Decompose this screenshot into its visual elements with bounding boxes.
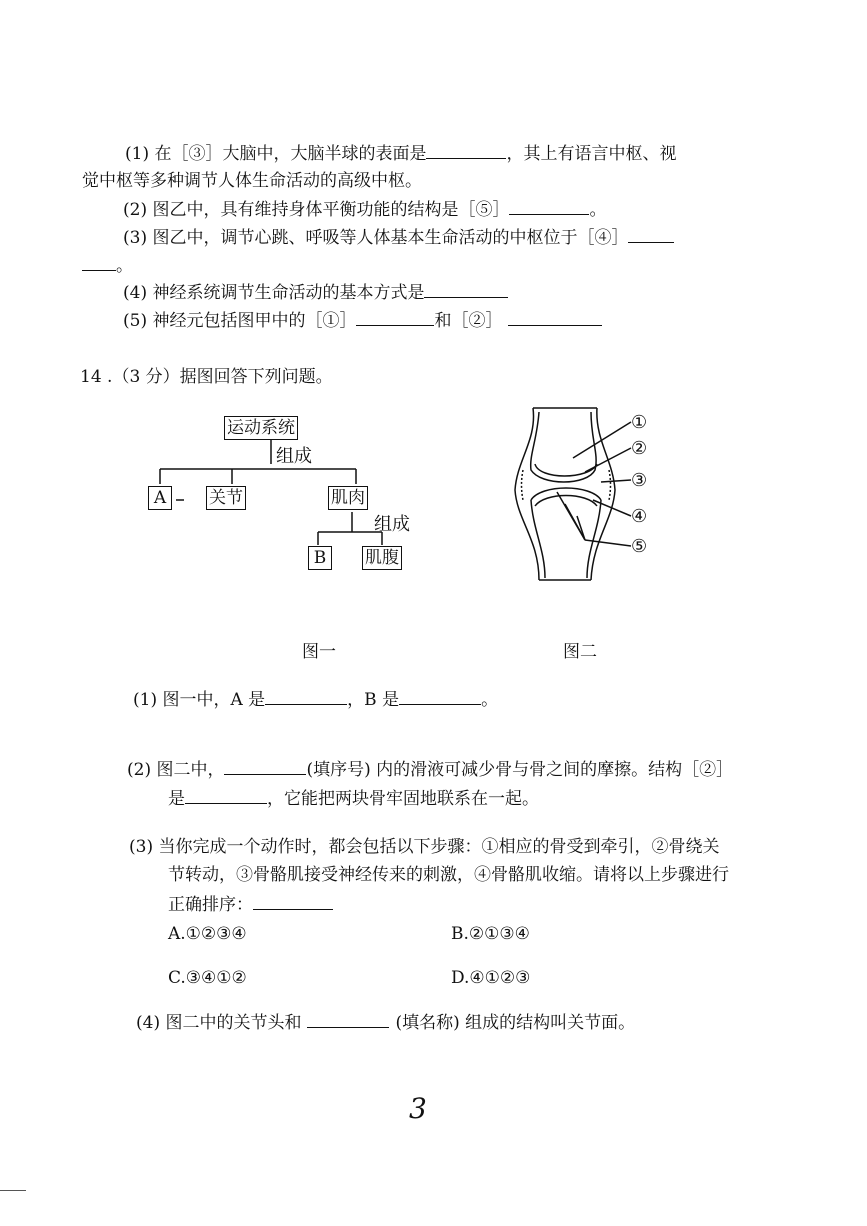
q14-item2-text-b: (填序号) 内的滑液可减少骨与骨之间的摩擦。结构［②］ bbox=[306, 760, 734, 780]
q14-item2-line1 bbox=[127, 758, 733, 781]
q13-item5-blank-a[interactable] bbox=[356, 309, 434, 326]
q13-item1-blank[interactable] bbox=[426, 142, 506, 159]
fig1-box-a: A bbox=[148, 486, 172, 510]
q13-item5-blank-b[interactable] bbox=[508, 309, 602, 326]
q14-item2-line2 bbox=[168, 787, 539, 810]
fig1-compose-label-2: 组成 bbox=[374, 514, 410, 535]
q14-item4 bbox=[136, 1011, 635, 1034]
page-edge-mark bbox=[0, 1190, 26, 1191]
q14-item1-text-c: 。 bbox=[481, 690, 499, 710]
fig2-label-5: ⑤ bbox=[631, 536, 648, 557]
q13-item2-blank[interactable] bbox=[509, 198, 589, 215]
q14-item4-text-b: (填名称) 组成的结构叫关节面。 bbox=[395, 1013, 636, 1033]
q13-item1-line1 bbox=[125, 142, 676, 165]
fig2-label-2: ② bbox=[631, 438, 648, 459]
q14-header: 14 .（3 分）据图回答下列问题。 bbox=[80, 367, 333, 387]
q13-item3-blank-a[interactable] bbox=[628, 226, 674, 243]
q14-item2-text-a: (2) 图二中， bbox=[127, 760, 225, 780]
q13-item1-text-a: (1) 在［③］大脑中，大脑半球的表面是 bbox=[125, 144, 427, 164]
q13-item3-blank-b[interactable] bbox=[82, 254, 116, 271]
q13-item2-text-a: (2) 图乙中，具有维持身体平衡功能的结构是［⑤］ bbox=[123, 200, 510, 220]
fig1-motor-system-box: 运动系统 bbox=[224, 416, 298, 440]
q14-item1-text-a: (1) 图一中，A 是 bbox=[133, 690, 266, 710]
fig1-muscle-box: 肌肉 bbox=[328, 486, 368, 510]
q13-item3-text-b: 。 bbox=[116, 256, 133, 276]
figure1-tree-diagram bbox=[140, 408, 440, 588]
q14-option-a: A.①②③④ bbox=[168, 924, 247, 944]
q13-item2-text-b: 。 bbox=[589, 200, 607, 220]
q14-item2-blank-a[interactable] bbox=[224, 758, 306, 775]
q14-item3-line2: 节转动，③骨骼肌接受神经传来的刺激，④骨骼肌收缩。请将以上步骤进行 bbox=[168, 865, 729, 885]
q14-item4-text-a: (4) 图二中的关节头和 bbox=[136, 1013, 302, 1033]
q13-item3-line1 bbox=[123, 226, 674, 249]
q14-option-c: C.③④①② bbox=[168, 968, 247, 988]
fig1-joint-box: 关节 bbox=[206, 486, 246, 510]
q14-item1 bbox=[133, 688, 498, 711]
q14-option-d: D.④①②③ bbox=[451, 968, 531, 988]
q13-item1-text-c: 觉中枢等多种调节人体生命活动的高级中枢。 bbox=[82, 171, 422, 191]
q14-item3-line3 bbox=[168, 893, 333, 916]
q13-item1-line2 bbox=[82, 170, 422, 192]
fig2-label-3: ③ bbox=[631, 470, 648, 491]
figure2-joint-diagram bbox=[505, 400, 665, 595]
q14-option-b: B.②①③④ bbox=[451, 924, 530, 944]
q14-item1-blank-a[interactable] bbox=[265, 688, 347, 705]
fig2-label-4: ④ bbox=[631, 506, 648, 527]
q13-item5-text-a: (5) 神经元包括图甲中的［①］ bbox=[123, 311, 357, 331]
q13-item4-blank[interactable] bbox=[424, 281, 508, 298]
q14-item2-text-c: 是 bbox=[168, 789, 185, 809]
q14-item3-line1: (3) 当你完成一个动作时，都会包括以下步骤：①相应的骨受到牵引，②骨绕关 bbox=[129, 837, 720, 857]
q14-item2-blank-b[interactable] bbox=[185, 787, 267, 804]
q14-item3-blank[interactable] bbox=[253, 893, 333, 910]
page-number: 3 bbox=[409, 1092, 427, 1125]
fig1-compose-label-1: 组成 bbox=[276, 446, 312, 467]
q14-item1-blank-b[interactable] bbox=[399, 688, 481, 705]
fig1-box-b: B bbox=[308, 546, 332, 570]
q14-item3-text-c: 正确排序： bbox=[168, 895, 253, 915]
figure2-caption: 图二 bbox=[563, 642, 597, 662]
q13-item3-line2 bbox=[82, 254, 133, 277]
fig2-label-1: ① bbox=[631, 412, 648, 433]
q13-item4 bbox=[123, 281, 508, 304]
figure1-caption: 图一 bbox=[302, 642, 336, 662]
q13-item4-text: (4) 神经系统调节生命活动的基本方式是 bbox=[123, 283, 425, 303]
fig1-muscle-belly-box: 肌腹 bbox=[362, 546, 402, 570]
q13-item3-text-a: (3) 图乙中，调节心跳、呼吸等人体基本生命活动的中枢位于［④］ bbox=[123, 228, 629, 248]
q13-item5 bbox=[123, 309, 602, 332]
q13-item2 bbox=[123, 198, 606, 221]
q14-item2-text-d: ，它能把两块骨牢固地联系在一起。 bbox=[267, 789, 539, 809]
q14-item4-blank[interactable] bbox=[307, 1011, 389, 1028]
q13-item5-text-b: 和［②］ bbox=[434, 311, 503, 331]
q14-item1-text-b: ，B 是 bbox=[347, 690, 400, 710]
q13-item1-text-b: ，其上有语言中枢、视 bbox=[506, 144, 677, 164]
